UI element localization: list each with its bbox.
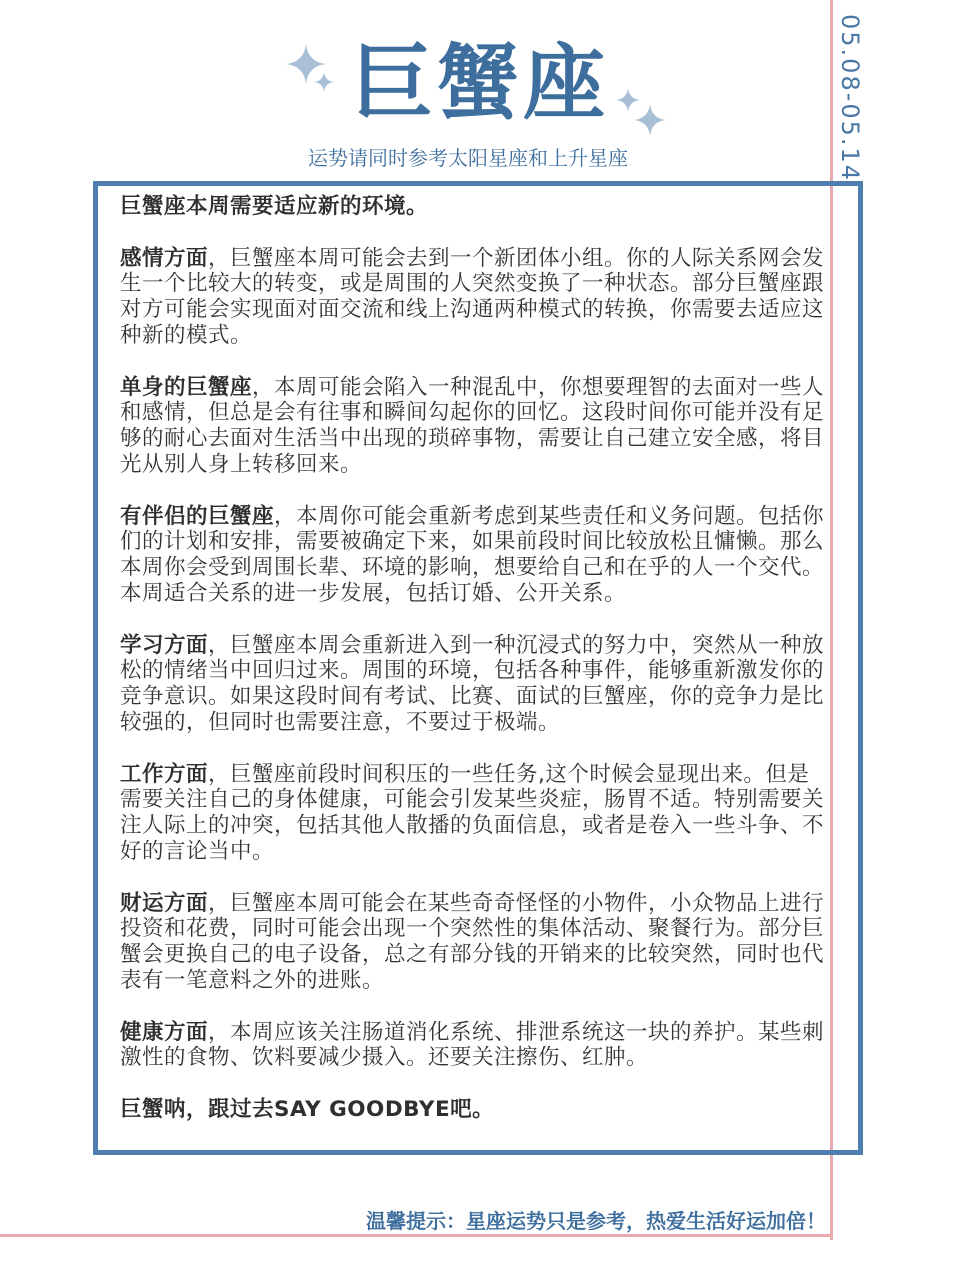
section-label: 感情方面 [120, 245, 209, 271]
outro-text: 巨蟹呐，跟过去SAY GOODBYE吧。 [120, 1096, 495, 1122]
section-health [120, 1020, 825, 1072]
section-partnered [120, 504, 825, 607]
section-text: ，巨蟹座本周会重新进入到一种沉浸式的努力中，突然从一种放松的情绪当中回归过来。周围的环境，包括各种事件，能够重新激发你的竞争意识。如果这段时间有考试、比赛、面试的巨蟹座，你的竞争力是比较强的，但同时也需要注意，不要过于极端。 [120, 632, 825, 735]
horoscope-content [120, 194, 825, 1148]
subtitle: 运势请同时参考太阳星座和上升星座 [308, 146, 628, 170]
section-label: 学习方面 [120, 632, 209, 658]
section-label: 单身的巨蟹座 [120, 374, 253, 400]
intro-paragraph [120, 194, 825, 220]
footer-tip: 温馨提示：星座运势只是参考，热爱生活好运加倍！ [366, 1209, 826, 1233]
section-text: ，本周可能会陷入一种混乱中，你想要理智的去面对一些人和感情，但总是会有往事和瞬间勾起你的回忆。这段时间你可能并没有足够的耐心去面对生活当中出现的琐碎事物，需要让自己建立安全感，将目光从别人身上转移回来。 [120, 374, 825, 477]
outro-paragraph [120, 1097, 825, 1123]
pink-horizontal-line [0, 1234, 833, 1237]
section-label: 工作方面 [120, 761, 209, 787]
section-single [120, 375, 825, 478]
section-text: ，本周应该关注肠道消化系统、排泄系统这一块的养护。某些刺激性的食物、饮料要减少摄入。还要关注擦伤、红肿。 [120, 1019, 825, 1071]
section-label: 有伴侣的巨蟹座 [120, 503, 275, 529]
section-label: 健康方面 [120, 1019, 209, 1045]
section-wealth [120, 891, 825, 994]
section-text: ，巨蟹座前段时间积压的一些任务,这个时候会显现出来。但是需要关注自己的身体健康，可能会引发某些炎症，肠胃不适。特别需要关注人际上的冲突，包括其他人散播的负面信息，或者是卷入一些斗争、不好的言论当中。 [120, 761, 825, 864]
page-title: 巨蟹座 [350, 36, 609, 131]
section-text: ，巨蟹座本周可能会去到一个新团体小组。你的人际关系网会发生一个比较大的转变，或是周围的人突然变换了一种状态。部分巨蟹座跟对方可能会实现面对面交流和线上沟通两种模式的转换，你需要去适应这种新的模式。 [120, 245, 825, 348]
section-text: ，巨蟹座本周可能会在某些奇奇怪怪的小物件，小众物品上进行投资和花费，同时可能会出现一个突然性的集体活动、聚餐行为。部分巨蟹会更换自己的电子设备，总之有部分钱的开销来的比较突然，同时也代表有一笔意料之外的进账。 [120, 890, 825, 993]
section-text: ，本周你可能会重新考虑到某些责任和义务问题。包括你们的计划和安排，需要被确定下来，如果前段时间比较放松且慵懒。那么本周你会受到周围长辈、环境的影响，想要给自己和在乎的人一个交代。本周适合关系的进一步发展，包括订婚、公开关系。 [120, 503, 825, 606]
intro-text: 巨蟹座本周需要适应新的环境。 [120, 194, 429, 219]
section-study [120, 633, 825, 736]
section-work [120, 762, 825, 865]
section-love [120, 246, 825, 349]
date-range: 05.08-05.14 [836, 14, 864, 183]
section-label: 财运方面 [120, 890, 209, 916]
